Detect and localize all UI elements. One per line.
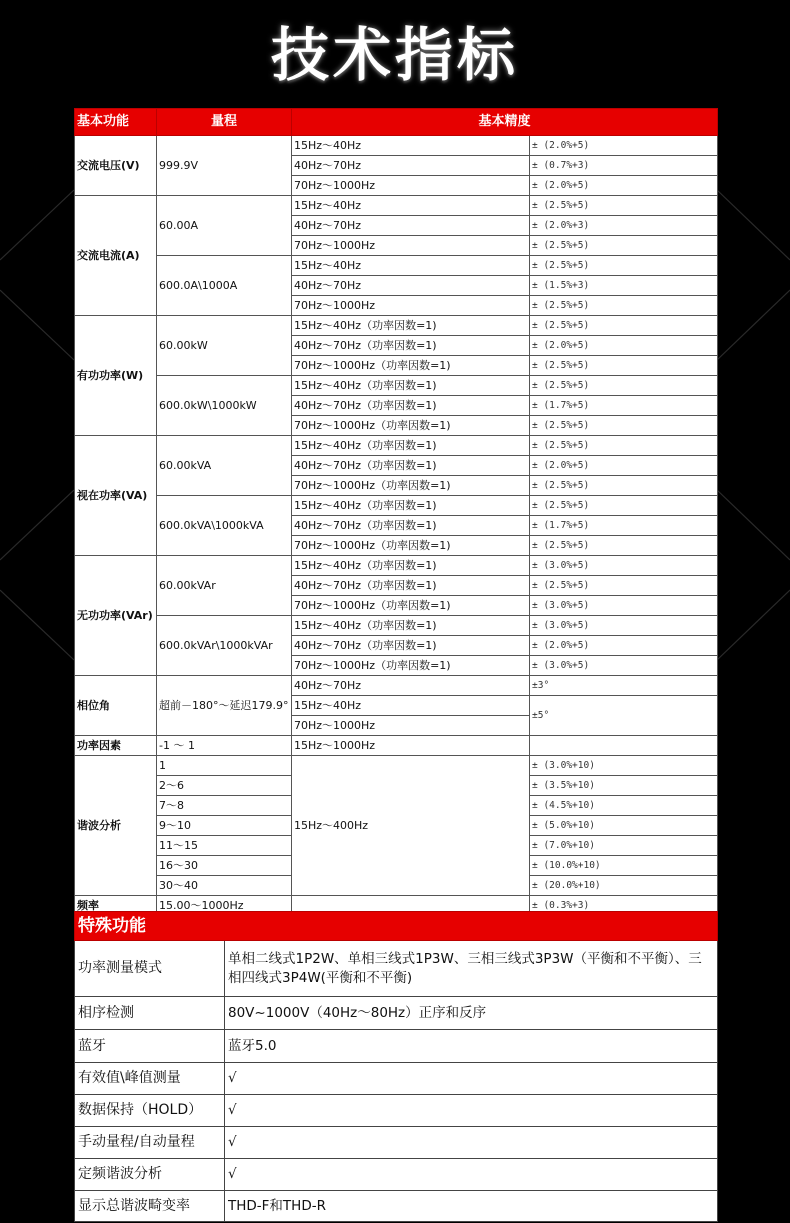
special-header-row xyxy=(75,912,718,941)
range-cell: -1 ～ 1 xyxy=(157,736,292,756)
freq-cell: 40Hz～70Hz（功率因数=1) xyxy=(292,576,530,596)
freq-cell: 70Hz～1000Hz（功率因数=1) xyxy=(292,656,530,676)
accuracy-cell: ± (2.5%+5) xyxy=(530,316,718,336)
table-row xyxy=(75,1191,718,1222)
accuracy-cell: ± (3.0%+5) xyxy=(530,656,718,676)
category-ac-voltage: 交流电压(V) xyxy=(75,136,157,196)
feature-label: 数据保持（HOLD） xyxy=(75,1095,225,1127)
freq-cell: 40Hz～70Hz xyxy=(292,156,530,176)
table-row xyxy=(75,1030,718,1063)
table-row xyxy=(75,997,718,1030)
category-power-factor: 功率因素 xyxy=(75,736,157,756)
table-row xyxy=(75,496,718,516)
accuracy-cell: ± (2.5%+5) xyxy=(530,356,718,376)
table-row xyxy=(75,1127,718,1159)
range-cell: 30～40 xyxy=(157,876,292,896)
freq-cell: 40Hz～70Hz xyxy=(292,216,530,236)
accuracy-cell: ± (1.7%+5) xyxy=(530,516,718,536)
freq-cell: 15Hz～40Hz xyxy=(292,196,530,216)
freq-cell: 15Hz～40Hz（功率因数=1) xyxy=(292,556,530,576)
accuracy-cell: ± (0.7%+3) xyxy=(530,156,718,176)
accuracy-cell: ± (2.5%+5) xyxy=(530,536,718,556)
range-cell: 60.00A xyxy=(157,196,292,256)
feature-value: 80V~1000V（40Hz～80Hz）正序和反序 xyxy=(225,997,718,1030)
table-row xyxy=(75,376,718,396)
range-cell: 9～10 xyxy=(157,816,292,836)
range-cell: 1 xyxy=(157,756,292,776)
freq-cell: 15Hz～40Hz（功率因数=1) xyxy=(292,376,530,396)
range-cell: 60.00kVA xyxy=(157,436,292,496)
freq-cell: 70Hz～1000Hz xyxy=(292,716,530,736)
feature-label: 定频谐波分析 xyxy=(75,1159,225,1191)
range-cell: 600.0kW\1000kW xyxy=(157,376,292,436)
freq-cell: 15Hz～40Hz xyxy=(292,696,530,716)
category-apparent-power: 视在功率(VA) xyxy=(75,436,157,556)
accuracy-cell: ± (2.0%+5) xyxy=(530,336,718,356)
accuracy-cell: ± (1.5%+3) xyxy=(530,276,718,296)
special-header: 特殊功能 xyxy=(75,912,718,941)
spec-table xyxy=(74,108,718,916)
accuracy-cell: ± (7.0%+10) xyxy=(530,836,718,856)
accuracy-cell: ± (2.5%+5) xyxy=(530,296,718,316)
table-row xyxy=(75,676,718,696)
accuracy-cell: ± (2.5%+5) xyxy=(530,496,718,516)
accuracy-cell: ± (2.5%+5) xyxy=(530,476,718,496)
table-row xyxy=(75,1063,718,1095)
accuracy-cell: ± (2.5%+5) xyxy=(530,416,718,436)
freq-cell: 70Hz～1000Hz（功率因数=1) xyxy=(292,356,530,376)
feature-label: 相序检测 xyxy=(75,997,225,1030)
range-cell: 7～8 xyxy=(157,796,292,816)
accuracy-cell: ± (3.0%+5) xyxy=(530,556,718,576)
accuracy-cell: ± (4.5%+10) xyxy=(530,796,718,816)
feature-label: 手动量程/自动量程 xyxy=(75,1127,225,1159)
accuracy-cell: ± (2.5%+5) xyxy=(530,576,718,596)
table-row xyxy=(75,736,718,756)
table-row xyxy=(75,941,718,997)
accuracy-cell: ± (3.0%+5) xyxy=(530,596,718,616)
table-row xyxy=(75,256,718,276)
range-cell: 600.0kVAr\1000kVAr xyxy=(157,616,292,676)
table-row xyxy=(75,136,718,156)
freq-cell: 70Hz～1000Hz xyxy=(292,176,530,196)
freq-cell: 70Hz～1000Hz xyxy=(292,296,530,316)
category-harmonic: 谐波分析 xyxy=(75,756,157,896)
accuracy-cell: ± (5.0%+10) xyxy=(530,816,718,836)
feature-value: √ xyxy=(225,1063,718,1095)
accuracy-cell: ± (0.3%+3) xyxy=(530,896,718,916)
freq-cell: 15Hz～40Hz xyxy=(292,256,530,276)
freq-cell: 40Hz～70Hz（功率因数=1) xyxy=(292,396,530,416)
accuracy-cell: ± (2.5%+5) xyxy=(530,236,718,256)
freq-cell: 40Hz～70Hz（功率因数=1) xyxy=(292,456,530,476)
accuracy-cell: ± (2.5%+5) xyxy=(530,256,718,276)
feature-label: 有效值\峰值测量 xyxy=(75,1063,225,1095)
range-cell: 600.0A\1000A xyxy=(157,256,292,316)
table-row xyxy=(75,196,718,216)
accuracy-cell: ± (3.0%+10) xyxy=(530,756,718,776)
freq-cell: 70Hz～1000Hz（功率因数=1) xyxy=(292,596,530,616)
special-functions-table xyxy=(74,911,718,1222)
feature-value: √ xyxy=(225,1095,718,1127)
range-cell: 15.00～1000Hz xyxy=(157,896,292,916)
accuracy-cell: ± (2.5%+5) xyxy=(530,376,718,396)
category-phase-angle: 相位角 xyxy=(75,676,157,736)
feature-value: 单相二线式1P2W、单相三线式1P3W、三相三线式3P3W（平衡和不平衡）、三相四线式3P4W(平衡和不平衡) xyxy=(225,941,718,997)
category-ac-current: 交流电流(A) xyxy=(75,196,157,316)
category-frequency: 频率 xyxy=(75,896,157,916)
range-cell: 2～6 xyxy=(157,776,292,796)
header-range: 量程 xyxy=(157,109,292,136)
accuracy-cell: ± (2.5%+5) xyxy=(530,196,718,216)
range-cell: 999.9V xyxy=(157,136,292,196)
accuracy-cell: ± (2.0%+5) xyxy=(530,136,718,156)
freq-cell: 70Hz～1000Hz（功率因数=1) xyxy=(292,416,530,436)
freq-cell: 70Hz～1000Hz（功率因数=1) xyxy=(292,536,530,556)
range-cell: 60.00kVAr xyxy=(157,556,292,616)
table-row xyxy=(75,556,718,576)
freq-cell: 15Hz～400Hz xyxy=(292,756,530,896)
header-accuracy: 基本精度 xyxy=(292,109,718,136)
spec-header-row xyxy=(75,109,718,136)
feature-label: 蓝牙 xyxy=(75,1030,225,1063)
range-cell: 超前－180°～延迟179.9° xyxy=(157,676,292,736)
accuracy-cell: ± (10.0%+10) xyxy=(530,856,718,876)
feature-value: √ xyxy=(225,1127,718,1159)
freq-cell: 15Hz～40Hz（功率因数=1) xyxy=(292,616,530,636)
accuracy-cell: ±3° xyxy=(530,676,718,696)
accuracy-cell xyxy=(530,736,718,756)
accuracy-cell: ± (3.0%+5) xyxy=(530,616,718,636)
table-row xyxy=(75,436,718,456)
table-row xyxy=(75,1095,718,1127)
range-cell: 60.00kW xyxy=(157,316,292,376)
accuracy-cell: ± (3.5%+10) xyxy=(530,776,718,796)
table-row xyxy=(75,316,718,336)
table-row xyxy=(75,616,718,636)
feature-value: 蓝牙5.0 xyxy=(225,1030,718,1063)
feature-value: THD-F和THD-R xyxy=(225,1191,718,1222)
accuracy-cell: ± (2.5%+5) xyxy=(530,436,718,456)
table-row xyxy=(75,756,718,776)
freq-cell: 15Hz～40Hz（功率因数=1) xyxy=(292,436,530,456)
feature-value: √ xyxy=(225,1159,718,1191)
freq-cell: 70Hz～1000Hz（功率因数=1) xyxy=(292,476,530,496)
accuracy-cell: ±5° xyxy=(530,696,718,736)
freq-cell: 15Hz～1000Hz xyxy=(292,736,530,756)
accuracy-cell: ± (1.7%+5) xyxy=(530,396,718,416)
accuracy-cell: ± (20.0%+10) xyxy=(530,876,718,896)
accuracy-cell: ± (2.0%+3) xyxy=(530,216,718,236)
freq-cell: 40Hz～70Hz xyxy=(292,676,530,696)
accuracy-cell: ± (2.0%+5) xyxy=(530,636,718,656)
accuracy-cell: ± (2.0%+5) xyxy=(530,456,718,476)
category-active-power: 有功功率(W) xyxy=(75,316,157,436)
header-function: 基本功能 xyxy=(75,109,157,136)
freq-cell: 40Hz～70Hz（功率因数=1) xyxy=(292,636,530,656)
range-cell: 11～15 xyxy=(157,836,292,856)
page-title: 技术指标 xyxy=(270,21,519,89)
feature-label: 功率测量模式 xyxy=(75,941,225,997)
freq-cell: 40Hz～70Hz（功率因数=1) xyxy=(292,336,530,356)
category-reactive-power: 无功功率(VAr) xyxy=(75,556,157,676)
freq-cell: 40Hz～70Hz（功率因数=1) xyxy=(292,516,530,536)
freq-cell: 40Hz～70Hz xyxy=(292,276,530,296)
range-cell: 16～30 xyxy=(157,856,292,876)
freq-cell: 15Hz～40Hz（功率因数=1) xyxy=(292,316,530,336)
table-row xyxy=(75,1159,718,1191)
feature-label: 显示总谐波畸变率 xyxy=(75,1191,225,1222)
accuracy-cell: ± (2.0%+5) xyxy=(530,176,718,196)
range-cell: 600.0kVA\1000kVA xyxy=(157,496,292,556)
freq-cell: 70Hz～1000Hz xyxy=(292,236,530,256)
freq-cell: 15Hz～40Hz xyxy=(292,136,530,156)
freq-cell: 15Hz～40Hz（功率因数=1) xyxy=(292,496,530,516)
